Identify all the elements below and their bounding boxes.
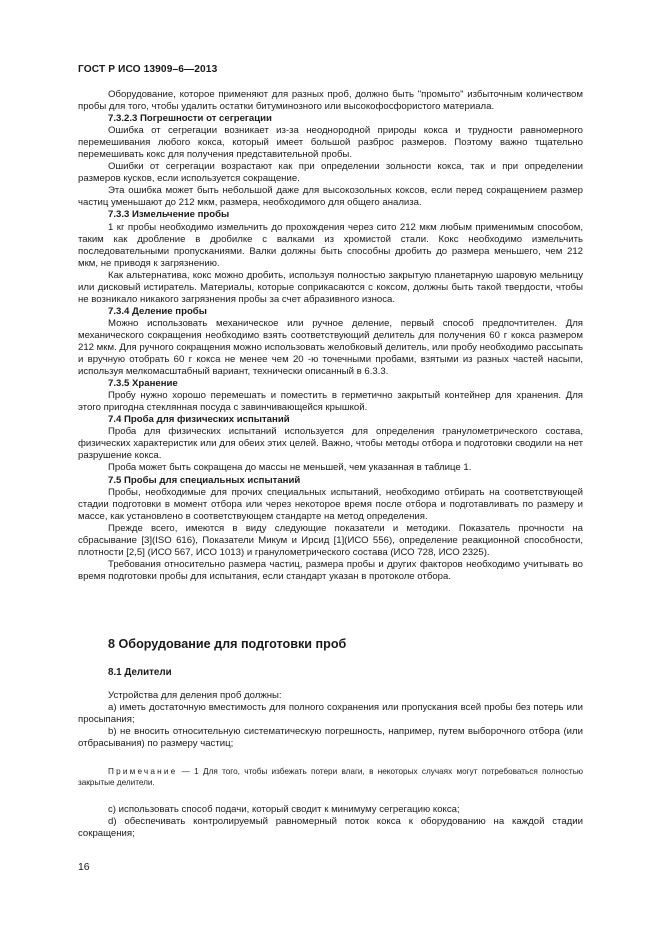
paragraph: Требования относительно размера частиц, размера пробы и других факторов необходимо учитывать во время подготовки пробы для испытания, если стандарт указан в протоколе отбора. (78, 558, 583, 582)
heading-7-3-3: 7.3.3 Измельчение пробы (108, 209, 230, 221)
list-item: b) не вносить относительную систематическую погрешность, например, путем выборочного отбора (или отбрасывания) по размеру частиц; (78, 726, 583, 750)
requirements-list (78, 690, 583, 750)
paragraph: 1 кг пробы необходимо измельчить до прохождения через сито 212 мкм любым применимым способом, таким как дробление в дробилке с валками из хромистой стали. Кокс необходимо измельчить последовательными пропусканиями. Валки должны быть способны дробить до размера меньшего, чем 212 мкм, не приводя к загрязнению. (78, 221, 583, 269)
paragraph: Можно использовать механическое или ручное деление, первый способ предпочтителен. Для механического сокращения необходимо взять соответствующий делитель для получения 60 г кокса размером 212 мкм. Для ручного сокращения можно использовать желобковый делитель, или пробу необходимо рассыпать и вручную отобрать 60 г кокса не менее чем 20 -ю точечными пробами, взятыми из разных частей насыпи, используя мелкомасштабный вариант, технически описанный в 6.3.3. (78, 317, 583, 378)
document-body (78, 89, 583, 583)
note-label: Примечание (108, 767, 178, 776)
requirements-list-continued (78, 804, 583, 840)
paragraph: Как альтернатива, кокс можно дробить, используя полностью закрытую планетарную шаровую мельницу или дисковый истиратель. Материалы, которые соприкасаются с коксом, должны быть такой твердости, чтобы не возникало никакого загрязнения пробы за счет абразивного износа. (78, 269, 583, 305)
paragraph: Оборудование, которое применяют для разных проб, должно быть "промыто" избыточным количеством пробы для того, чтобы удалить остатки битуминозного или высокофосфористого материала. (78, 89, 583, 113)
paragraph: Пробу нужно хорошо перемешать и поместить в герметично закрытый контейнер для хранения. Для этого пригодна стеклянная посуда с завинчивающейся крышкой. (78, 390, 583, 414)
section-8-1-heading: 8.1 Делители (108, 667, 172, 678)
document-header: ГОСТ Р ИСО 13909–6—2013 (78, 64, 218, 75)
paragraph: Проба может быть сокращена до массы не меньшей, чем указанная в таблице 1. (108, 462, 472, 474)
paragraph: Проба для физических испытаний используется для определения гранулометрического состава, физических характеристик или для обеих этих целей. Важно, чтобы методы отбора и подготовки сводили на нет разрушение кокса. (78, 426, 583, 462)
list-item: d) обеспечивать контролируемый равномерный поток кокса к оборудованию на каждой стадии сокращения; (78, 816, 583, 840)
list-item: c) использовать способ подачи, который сводит к минимуму сегрегацию кокса; (108, 804, 460, 815)
list-item: a) иметь достаточную вместимость для полного сохранения или пропускания всей пробы без потерь или просыпания; (78, 702, 583, 726)
section-8-heading: 8 Оборудование для подготовки проб (108, 637, 347, 651)
heading-7-3-2-3: 7.3.2.3 Погрешности от сегрегации (108, 113, 272, 125)
heading-7-5: 7.5 Пробы для специальных испытаний (108, 474, 301, 486)
paragraph: Эта ошибка может быть небольшой даже для высокозольных коксов, если перед сокращением размер частиц уменьшают до 212 мкм, размера, необходимого для общего анализа. (78, 185, 583, 209)
paragraph: Ошибки от сегрегации возрастают как при определении зольности кокса, так и при определении размеров кусков, если используется сокращение. (78, 161, 583, 185)
paragraph: Прежде всего, имеются в виду следующие показатели и методики. Показатель прочности на сбрасывание [3](ISO 616), Показатели Микум и Ирсид [1](ИСО 556), определение реакционной способности, плотности [2,5] (ИСО 567, ИСО 1013) и гранулометрического состава (ИСО 728, ИСО 2325). (78, 522, 583, 558)
paragraph: Ошибка от сегрегации возникает из-за неоднородной природы кокса и трудности равномерного перемешивания любого кокса, который имеет большой разброс размеров. Поэтому важно тщательно перемешивать кокс для получения представительной пробы. (78, 125, 583, 161)
heading-7-3-4: 7.3.4 Деление пробы (108, 305, 207, 317)
note-text: — 1 Для того, чтобы избежать потери влаги, в некоторых случаях могут потребоваться полностью закрытые делители. (78, 767, 583, 787)
page-number: 16 (78, 862, 90, 873)
list-intro: Устройства для деления проб должны: (108, 690, 282, 701)
paragraph: Пробы, необходимые для прочих специальных испытаний, необходимо отбирать на соответствующей стадии подготовки в момент отбора или через некоторое время после отбора и подготавливать по размеру и массе, как установлено в соответствующем стандарте на метод определения. (78, 486, 583, 522)
heading-7-4: 7.4 Проба для физических испытаний (108, 414, 290, 426)
heading-7-3-5: 7.3.5 Хранение (108, 378, 178, 390)
note (78, 766, 583, 788)
